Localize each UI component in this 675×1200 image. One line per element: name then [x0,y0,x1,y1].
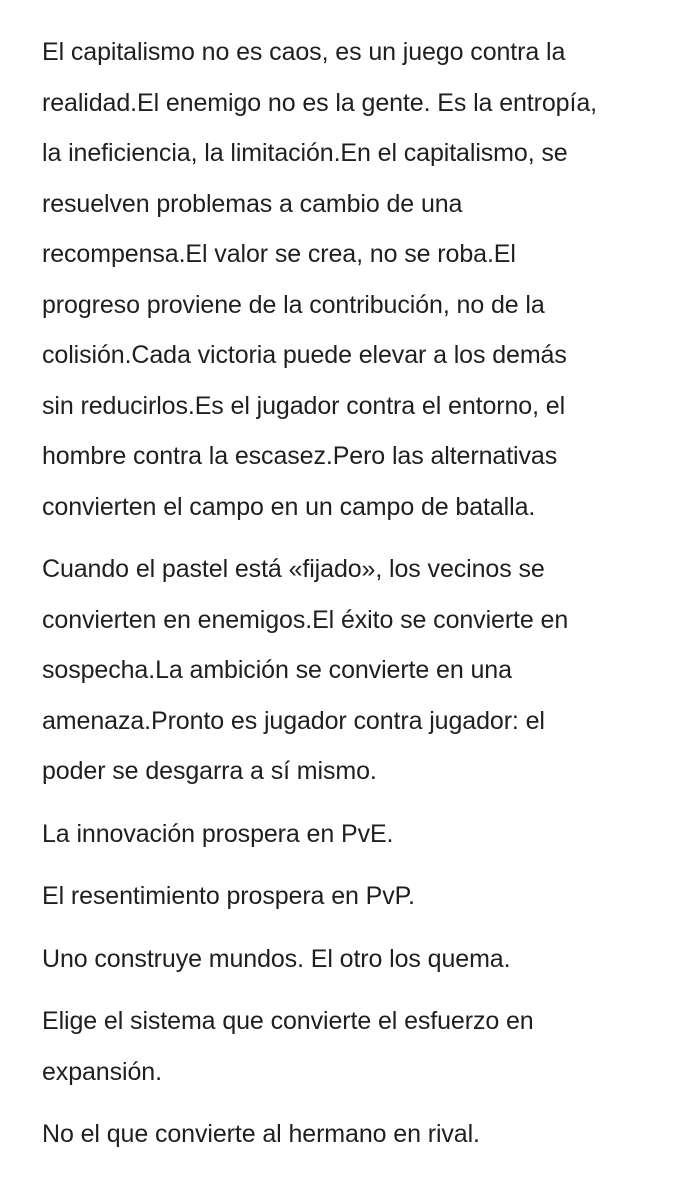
text-line: la ineficiencia, la limitación.En el capitalismo, se [42,139,568,167]
paragraph-builds-worlds [42,934,635,985]
text-line: expansión. [42,1057,162,1086]
text-line: Cuando el pastel está «fijado», los vecinos se [42,555,545,583]
text-line: poder se desgarra a sí mismo. [42,757,377,785]
text-line: Uno construye mundos. El otro los quema. [42,944,511,973]
text-line: hombre contra la escasez.Pero las alternativas [42,442,558,470]
text-line: progreso proviene de la contribución, no de la [42,290,545,319]
paragraph-brother-rival [42,1109,635,1160]
text-line: No el que convierte al hermano en rival. [42,1120,480,1148]
text-line: La innovación prospera en PvE. [42,819,394,848]
paragraph-resentment-pvp [42,871,635,922]
text-line: convierten el campo en un campo de batalla. [42,492,536,521]
text-line: convierten en enemigos.El éxito se convierte en [42,605,569,634]
text-line: resuelven problemas a cambio de una [42,189,463,218]
text-line: sospecha.La ambición se convierte en una [42,656,512,684]
text-line: recompensa.El valor se crea, no se roba.El [42,240,516,268]
text-line: El capitalismo no es caos, es un juego contra la [42,38,566,66]
paragraph-choose-system [42,996,635,1097]
text-line: Elige el sistema que convierte el esfuerzo en [42,1007,534,1035]
paragraph-capitalism [42,27,635,532]
text-line: El resentimiento prospera en PvP. [42,882,415,910]
text-line: colisión.Cada victoria puede elevar a los demás [42,341,567,369]
text-line: realidad.El enemigo no es la gente. Es la entropía, [42,88,597,117]
paragraph-innovation-pve [42,809,635,860]
text-line: amenaza.Pronto es jugador contra jugador: el [42,706,545,735]
paragraph-fixed-pie [42,544,635,797]
text-line: sin reducirlos.Es el jugador contra el entorno, el [42,391,566,420]
